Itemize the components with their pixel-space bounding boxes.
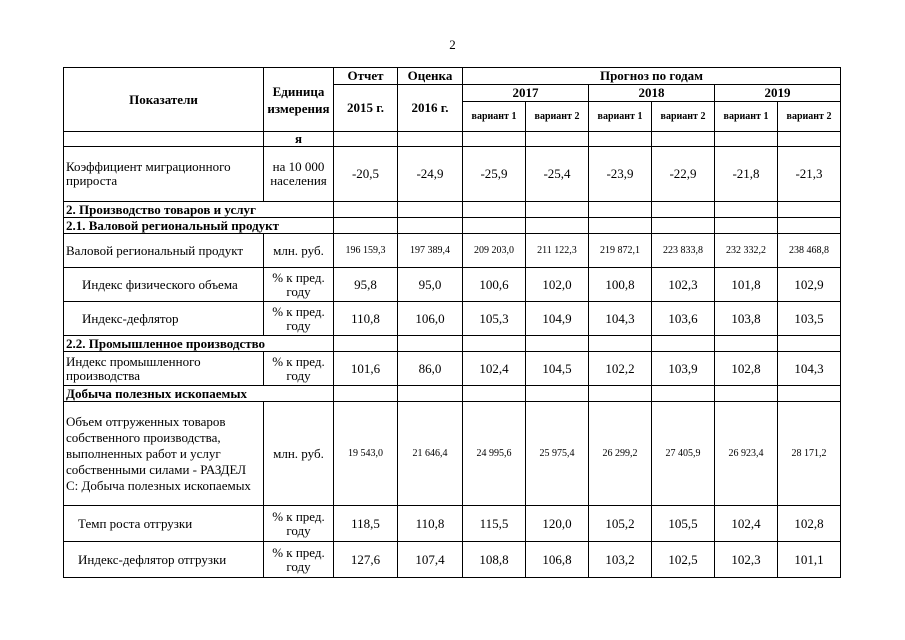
header-unit-tail: я <box>264 132 334 147</box>
header-report: Отчет <box>334 68 398 85</box>
header-year-2018: 2018 <box>589 85 715 102</box>
table-row: Индекс промышленного производства % к пред. году 101,6 86,0 102,4 104,5 102,2 103,9 102,8 104,3 <box>64 352 841 386</box>
section-title: 2.2. Промышленное производство <box>64 336 334 352</box>
table-row: Валовой региональный продукт млн. руб. 196 159,3 197 389,4 209 203,0 211 122,3 219 872,1 223 833,8 232 332,2 238 468,8 <box>64 234 841 268</box>
header-year-2016: 2016 г. <box>398 85 463 132</box>
header-unit: Единица измерения <box>264 68 334 132</box>
table-row: Индекс-дефлятор отгрузки % к пред. году 127,6 107,4 108,8 106,8 103,2 102,5 102,3 101,1 <box>64 542 841 578</box>
section-title: 2.1. Валовой региональный продукт <box>64 218 334 234</box>
header-2018-variant1: вариант 1 <box>589 102 652 132</box>
header-indicators: Показатели <box>64 68 264 132</box>
header-forecast: Прогноз по годам <box>463 68 841 85</box>
page-number: 2 <box>449 37 456 52</box>
forecast-table <box>63 67 841 578</box>
header-2019-variant1: вариант 1 <box>715 102 778 132</box>
table-row: Объем отгруженных товаров собственного производства, выполненных работ и услуг собственными силами - РАЗДЕЛ С: Добыча полезных ископаемых млн. руб. 19 543,0 21 646,4 24 995,6 25 975,4 26 299,2 27 405,9 26 923,4 28 171,2 <box>64 402 841 506</box>
section-title: Добыча полезных ископаемых <box>64 386 334 402</box>
header-estimate: Оценка <box>398 68 463 85</box>
table-row: Индекс физического объема % к пред. году 95,8 95,0 100,6 102,0 100,8 102,3 101,8 102,9 <box>64 268 841 302</box>
header-year-2015: 2015 г. <box>334 85 398 132</box>
header-2017-variant1: вариант 1 <box>463 102 526 132</box>
header-2019-variant2: вариант 2 <box>778 102 841 132</box>
header-2017-variant2: вариант 2 <box>526 102 589 132</box>
table-row: Коэффициент миграционного прироста на 10 000 населения -20,5 -24,9 -25,9 -25,4 -23,9 -22,9 -21,8 -21,3 <box>64 147 841 202</box>
section-title: 2. Производство товаров и услуг <box>64 202 334 218</box>
header-2018-variant2: вариант 2 <box>652 102 715 132</box>
table-row: Индекс-дефлятор % к пред. году 110,8 106,0 105,3 104,9 104,3 103,6 103,8 103,5 <box>64 302 841 336</box>
table-row: Темп роста отгрузки % к пред. году 118,5 110,8 115,5 120,0 105,2 105,5 102,4 102,8 <box>64 506 841 542</box>
header-year-2019: 2019 <box>715 85 841 102</box>
header-year-2017: 2017 <box>463 85 589 102</box>
